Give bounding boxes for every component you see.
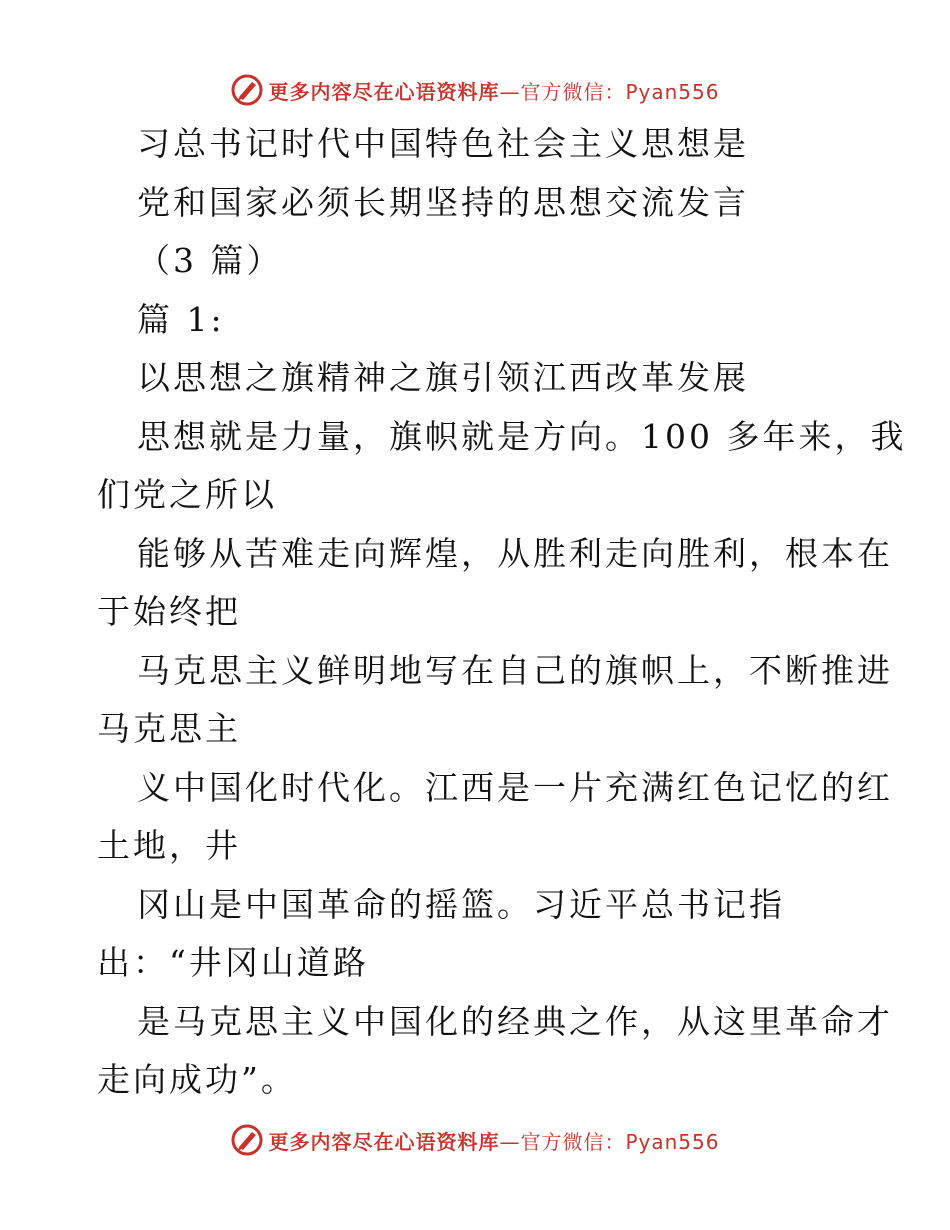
doc-line: 义中国化时代化。江西是一片充满红色记忆的红 xyxy=(137,767,893,807)
doc-line: 能够从苦难走向辉煌，从胜利走向胜利，根本在 xyxy=(137,533,893,573)
doc-line: 以思想之旗精神之旗引领江西改革发展 xyxy=(137,358,749,397)
doc-line: 习总书记时代中国特色社会主义思想是 xyxy=(137,124,749,163)
doc-line: 于始终把 xyxy=(97,592,241,631)
footer-banner xyxy=(0,1120,950,1160)
banner-left-text: 更多内容尽在心语资料库 xyxy=(268,79,500,104)
doc-line: 们党之所以 xyxy=(97,475,277,514)
header-banner xyxy=(0,70,950,110)
doc-line: 党和国家必须长期坚持的思想交流发言 xyxy=(137,182,749,222)
document-body xyxy=(97,115,907,1110)
doc-line: 冈山是中国革命的摇篮。习近平总书记指 xyxy=(137,884,785,924)
banner-left-text: 更多内容尽在心语资料库 xyxy=(268,1129,500,1154)
doc-line: 出：“井冈山道路 xyxy=(97,943,369,982)
doc-line: 马克思主义鲜明地写在自己的旗帜上，不断推进 xyxy=(137,650,893,690)
doc-line: 是马克思主义中国化的经典之作，从这里革命才 xyxy=(137,1001,893,1041)
doc-line: （3 篇） xyxy=(137,241,283,280)
banner-right-text: —官方微信：Pyan556 xyxy=(499,1129,720,1154)
pen-seal-icon xyxy=(230,73,264,107)
doc-line: 土地，井 xyxy=(97,826,241,865)
banner-right-text: —官方微信：Pyan556 xyxy=(499,79,720,104)
doc-line: 思想就是力量，旗帜就是方向。100 多年来，我 xyxy=(137,416,907,456)
doc-line: 篇 1: xyxy=(137,299,225,339)
doc-line: 走向成功”。 xyxy=(97,1060,297,1099)
pen-seal-icon xyxy=(230,1123,264,1157)
doc-line: 马克思主 xyxy=(97,709,241,748)
